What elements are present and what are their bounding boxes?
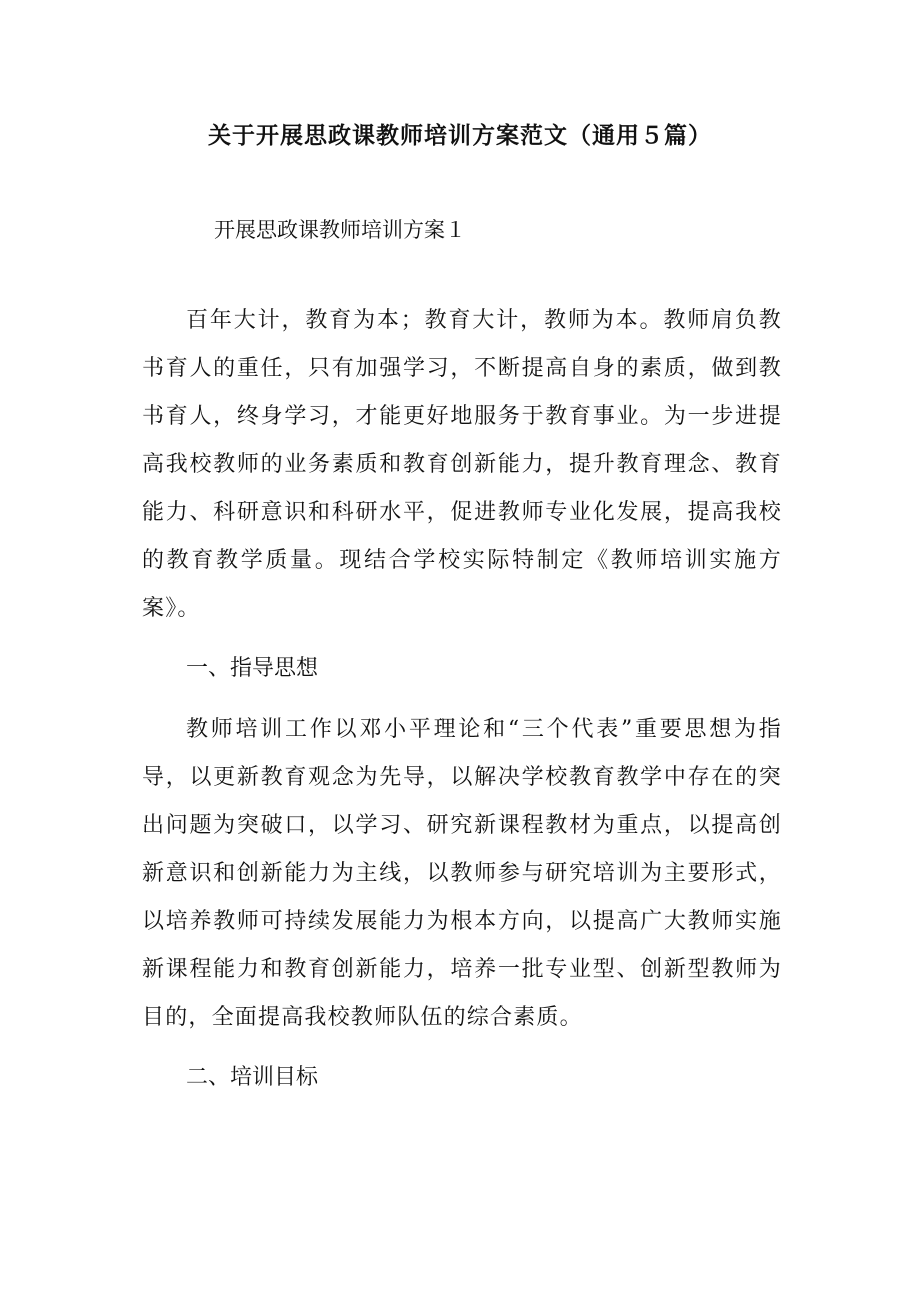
guiding-ideology-paragraph: 教师培训工作以邓小平理论和“三个代表”重要思想为指导，以更新教育观念为先导，以解决学校教育教学中存在的突出问题为突破口，以学习、研究新课程教材为重点，以提高创新意识和创新能力为主线，以教师参与研究培训为主要形式，以培养教师可持续发展能力为根本方向，以提高广大教师实施新课程能力和教育创新能力，培养一批专业型、创新型教师为目的，全面提高我校教师队伍的综合素质。 — [142, 717, 782, 1030]
document-title: 关于开展思政课教师培训方案范文（通用５篇） — [208, 123, 712, 149]
heading-training-goals: 二、培训目标 — [186, 1065, 319, 1090]
intro-paragraph: 百年大计，教育为本；教育大计，教师为本。教师肩负教书育人的重任，只有加强学习，不断提高自身的素质，做到教书育人，终身学习，才能更好地服务于教育事业。为一步进提高我校教师的业务素质和教育创新能力，提升教育理念、教育能力、科研意识和科研水平，促进教师专业化发展，提高我校的教育教学质量。现结合学校实际特制定《教师培训实施方案》。 — [142, 308, 782, 621]
section-title: 开展思政课教师培训方案１ — [214, 218, 466, 242]
heading-guiding-ideology: 一、指导思想 — [186, 656, 319, 681]
